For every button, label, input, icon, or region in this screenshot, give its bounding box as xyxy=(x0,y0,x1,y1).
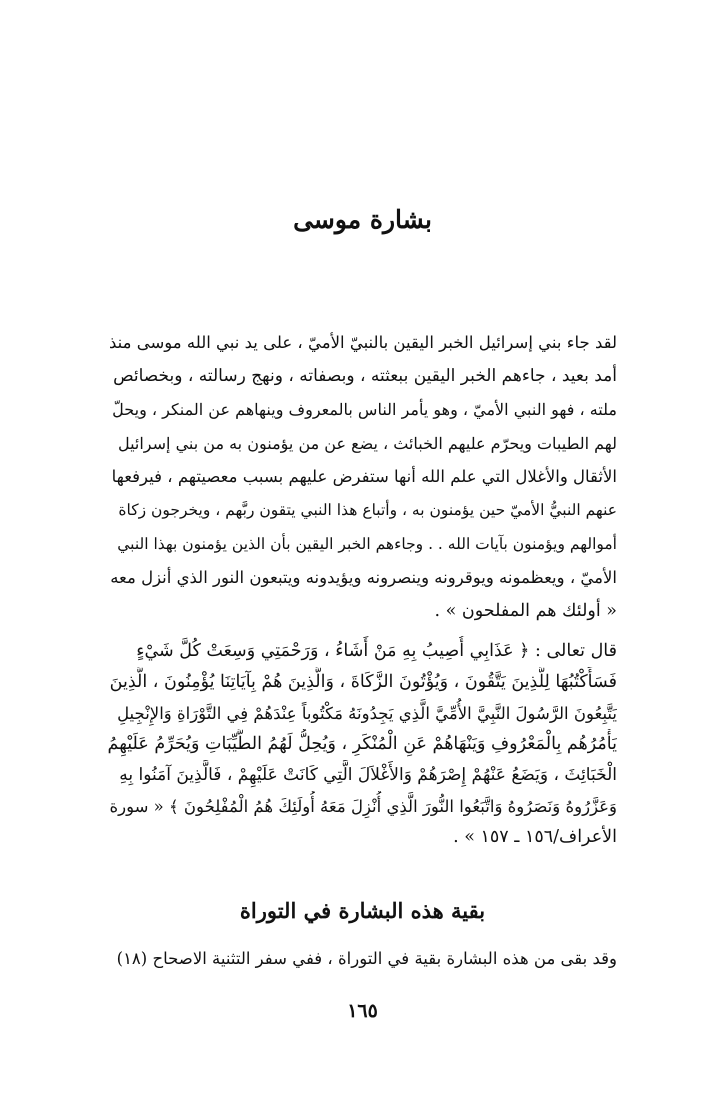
text-line: لقد جاء بني إسرائيل الخبر اليقين بالنبيّ الأميّ ، على يد نبي الله موسى منذ xyxy=(108,333,617,352)
quote-line: الأعراف/١٥٦ ـ ١٥٧ » . xyxy=(453,827,617,847)
quote-line: وَعَزَّرُوهُ وَنَصَرُوهُ وَاتَّبَعُوا النُّورَ الَّذِي أُنْزِلَ مَعَهُ أُولَئِكَ هُمُ الْمُفْلِحُونَ ﴾ « سورة xyxy=(109,797,617,816)
quran-quote-paragraph xyxy=(108,636,617,853)
text-line: الأثقال والأغلال التي علم الله أنها ستفرض عليهم بسبب معصيتهم ، فيرفعها xyxy=(111,467,617,487)
chapter-title: بشارة موسى xyxy=(293,205,432,234)
quote-line: يَأْمُرُهُم بِالْمَعْرُوفِ وَيَنْهَاهُمْ عَنِ الْمُنْكَرِ ، وَيُحِلُّ لَهُمُ الطَّيِّبَاتِ وَيُحَرِّمُ عَلَيْهِمُ xyxy=(108,734,617,754)
quote-line: يَتَّبِعُونَ الرَّسُولَ النَّبِيَّ الأُمِّيَّ الَّذِي يَجِدُونَهُ مَكْتُوباً عِنْدَهُمْ فِي التَّوْرَاةِ وَالإِنْجِيلِ xyxy=(117,704,617,723)
section-title: بقية هذه البشارة في التوراة xyxy=(239,898,486,923)
text-line: أموالهم ويؤمنون بآيات الله . . وجاءهم الخبر اليقين بأن الذين يؤمنون بهذا النبي xyxy=(117,534,617,553)
text-line: لهم الطيبات ويحرّم عليهم الخبائث ، يضع عن من يؤمنون به من بني إسرائيل xyxy=(117,433,617,453)
quote-line: الْخَبَائِثَ ، وَيَضَعُ عَنْهُمْ إِصْرَهُمْ وَالأَغْلاَلَ الَّتِي كَانَتْ عَلَيْهِمْ ، فَالَّذِينَ آمَنُوا بِهِ xyxy=(119,765,617,785)
quote-line: فَسَأَكْتُبُهَا لِلَّذِينَ يَتَّقُونَ ، وَيُؤْتُونَ الزَّكَاةَ ، وَالَّذِينَ هُمْ بِآيَاتِنَا يُؤْمِنُونَ ، الَّذِينَ xyxy=(109,672,617,692)
quote-line: قال تعالى : ﴿ عَذَابِي أُصِيبُ بِهِ مَنْ أَشَاءُ ، وَرَحْمَتِي وَسِعَتْ كُلَّ شَيْءٍ xyxy=(136,641,617,661)
text-line: الأميّ ، ويعظمونه ويوقرونه وينصرونه ويؤيدونه ويتبعون النور الذي أنزل معه xyxy=(110,568,617,588)
text-line: « أولئك هم المفلحون » . xyxy=(434,600,617,621)
closing-paragraph: وقد بقى من هذه البشارة بقية في التوراة ، ففي سفر التثنية الاصحاح (١٨) xyxy=(116,949,617,968)
body-paragraph xyxy=(108,326,617,628)
text-line: ملته ، فهو النبي الأميّ ، وهو يأمر الناس بالمعروف وينهاهم عن المنكر ، ويحلّ xyxy=(112,400,617,420)
page-number: ١٦٥ xyxy=(347,1000,378,1022)
text-line: أمد بعيد ، جاءهم الخبر اليقين ببعثته ، وبصفاته ، ونهج رسالته ، وبخصائص xyxy=(113,365,617,386)
text-line: عنهم النبيُّ الأميّ حين يؤمنون به ، وأتباع هذا النبي يتقون ربَّهم ، ويخرجون زكاة xyxy=(118,500,617,519)
